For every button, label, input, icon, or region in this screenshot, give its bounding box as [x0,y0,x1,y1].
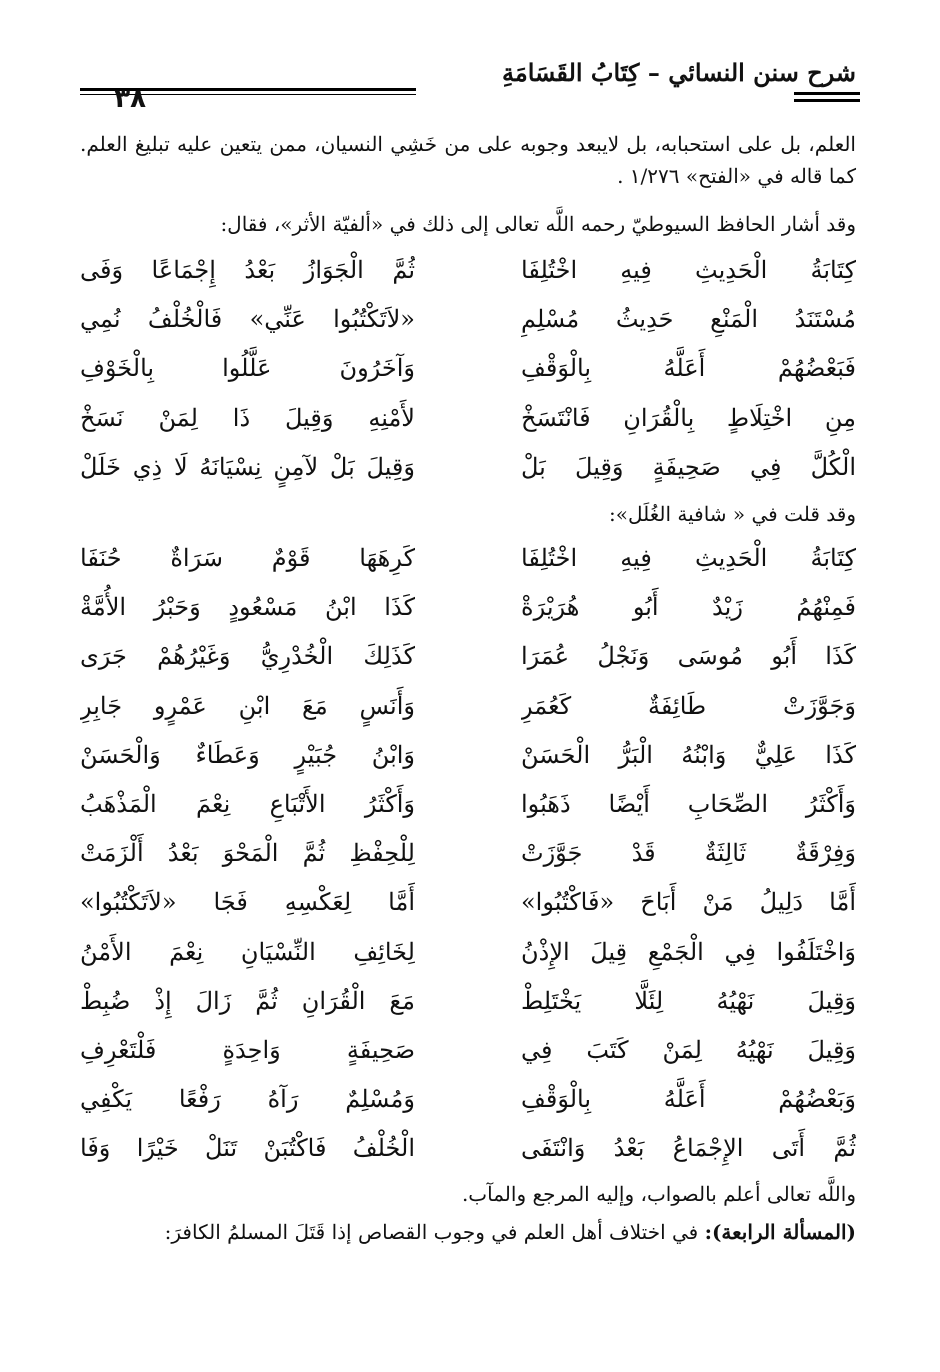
paragraph-fourth-issue [80,1216,856,1248]
poem-shafiya [80,534,856,1173]
verse-first-hemistich: وَاخْتَلَفُوا فِي الْجَمْعِ قِيلَ الإِذْنُ [521,937,856,966]
verse-second-hemistich: كَذَلِكَ الْخُدْرِيُّ وَغَيْرُهُمْ جَرَى [80,642,415,671]
verse-second-hemistich: كَرِهَهَا قَوْمٌ سَرَاةٌ حُنَفَا [80,544,415,572]
verse-line [80,534,856,583]
verse-first-hemistich: الْكُلَّ فِي صَحِيفَةٍ وَقِيلَ بَلْ [521,452,856,481]
verse-second-hemistich: وَأَكْثَرُ الأَتْبَاعِ نِعْمَ الْمَذْهَبُ [80,789,415,818]
verse-line [80,443,856,492]
verse-first-hemistich: فَمِنْهُمُ زَيْدٌ أَبُو هُرَيْرَةْ [521,593,856,622]
verse-second-hemistich: وَابْنُ جُبَيْرٍ وَعَطَاءٌ وَالْحَسَنْ [80,740,415,769]
verse-line [80,829,856,878]
verse-line [80,344,856,393]
verse-line [80,295,856,344]
paragraph-suyuti-intro: وقد أشار الحافظ السيوطيّ رحمه اللَّه تعالى إلى ذلك في «ألفيّة الأثر»، فقال: [220,212,856,236]
verse-second-hemistich: وَآخَرُونَ عَلَّلُوا بِالْخَوْفِ [80,354,415,383]
verse-first-hemistich: وَقِيلَ نَهْيُهُ لِئَلَّا يَخْتَلِطْ [521,986,856,1015]
verse-line [80,878,856,927]
verse-second-hemistich: وَأَنَسٍ مَعَ ابْنِ عَمْرٍو جَابِرِ [80,691,415,720]
verse-line [80,682,856,731]
verse-first-hemistich: كَذَا عَلِيٌّ وَابْنُهُ الْبَرُّ الْحَسَنْ [521,740,856,769]
verse-second-hemistich: لأَمْنِهِ وَقِيلَ ذَا لِمَنْ نَسَخْ [80,403,415,432]
paragraph-closing-formula: واللَّه تعالى أعلم بالصواب، وإليه المرجع والمآب. [461,1182,856,1206]
verse-first-hemistich: كِتَابَةُ الْحَدِيثِ فِيهِ اخْتُلِفَا [521,544,856,572]
paragraph-continuation: العلم، بل على استحبابه، بل لايبعد وجوبه على من خَشِي النسيان، ممن يتعين عليه تبليغ العلم. كما قاله في «الفتح» ١/٢٧٦ . [80,132,856,188]
verse-line [80,1124,856,1173]
page-number-rule [794,92,860,95]
verse-first-hemistich: أَمَّا دَلِيلُ مَنْ أَبَاحَ «فَاكْتُبُوا» [521,888,856,917]
verse-first-hemistich: فَبَعْضُهُمْ أَعَلَّهُ بِالْوَقْفِ [521,354,856,383]
running-title: شرح سنن النسائي – كِتَابُ القَسَامَةِ [501,58,856,87]
verse-line [80,731,856,780]
verse-line [80,977,856,1026]
verse-first-hemistich: وَفِرْقَةٌ ثَالِثَةٌ قَدْ جَوَّزَتْ [521,839,856,868]
verse-line [80,394,856,443]
verse-first-hemistich: ثُمَّ أَتَى الإِجْمَاعُ بَعْدُ وَانْتَفَى [521,1134,856,1163]
issue-text: في اختلاف أهل العلم في وجوب القصاص إذا قَتَلَ المسلمُ الكافرَ: [164,1220,705,1244]
verse-first-hemistich: وَقِيلَ نَهْيُهُ لِمَنْ كَتَبَ فِي [521,1035,856,1064]
verse-line [80,928,856,977]
verse-second-hemistich: الْخُلْفُ فَاكْتُبَنْ تَنَلْ خَيْرًا وَفَا [80,1134,415,1163]
verse-second-hemistich: وَمُسْلِمٌ رَآهُ رَفْعًا يَكْفِي [80,1085,415,1114]
page-number: ٣٨ [114,84,146,114]
verse-second-hemistich: لِخَائِفِ النِّسْيَانِ نِعْمَ الأَمْنُ [80,937,415,966]
page-number-rule [794,99,860,102]
verse-second-hemistich: مَعَ الْقُرَانِ ثُمَّ زَالَ إِذْ ضُبِطْ [80,986,415,1015]
verse-line [80,780,856,829]
verse-first-hemistich: وَبَعْضُهُمْ أَعَلَّهُ بِالْوَقْفِ [521,1085,856,1114]
verse-second-hemistich: أَمَّا لِعَكْسِهِ فَجَا «لاَتَكْتُبُوا» [80,888,415,917]
verse-first-hemistich: مُسْتَنَدُ الْمَنْعِ حَدِيثُ مُسْلِمِ [521,305,856,334]
paragraph-shafiya-intro: وقد قلت في « شافية الغُلَل»: [608,502,856,526]
verse-second-hemistich: «لاَتَكْتُبُوا عَنِّي» فَالْخُلْفُ نُمِي [80,305,415,334]
verse-second-hemistich: وَقِيلَ بَلْ لآمِنٍ نِسْيَانَهُ لَا ذِي خَلَلْ [80,452,415,481]
verse-second-hemistich: صَحِيفَةٍ وَاحِدَةٍ فَلْتَعْرِفِ [80,1035,415,1064]
verse-line [80,583,856,632]
verse-first-hemistich: كِتَابَةُ الْحَدِيثِ فِيهِ اخْتُلِفَا [521,256,856,284]
verse-first-hemistich: وَأَكْثَرُ الصِّحَابِ أَيْضًا ذَهَبُوا [521,789,856,818]
poem-alfiyya [80,246,856,492]
verse-second-hemistich: لِلْحِفْظِ ثُمَّ الْمَحْوَ بَعْدُ أَلْزَمَتْ [80,839,415,868]
verse-line [80,1075,856,1124]
verse-second-hemistich: كَذَا ابْنُ مَسْعُودٍ وَحَبْرُ الأُمَّةْ [80,593,415,622]
verse-line [80,632,856,681]
verse-first-hemistich: كَذَا أَبُو مُوسَى وَنَجْلُ عُمَرَا [521,642,856,671]
verse-first-hemistich: وَجَوَّزَتْ طَائِفَةٌ كَعُمَرِ [521,691,856,720]
verse-second-hemistich: ثُمَّ الْجَوَازُ بَعْدُ إِجْمَاعًا وَفَى [80,256,415,284]
verse-line [80,246,856,295]
verse-first-hemistich: مِنِ اخْتِلَاطٍ بِالْقُرَانِ فَانْتَسَخْ [521,403,856,432]
verse-line [80,1026,856,1075]
issue-heading: (المسألة الرابعة): [704,1220,856,1244]
